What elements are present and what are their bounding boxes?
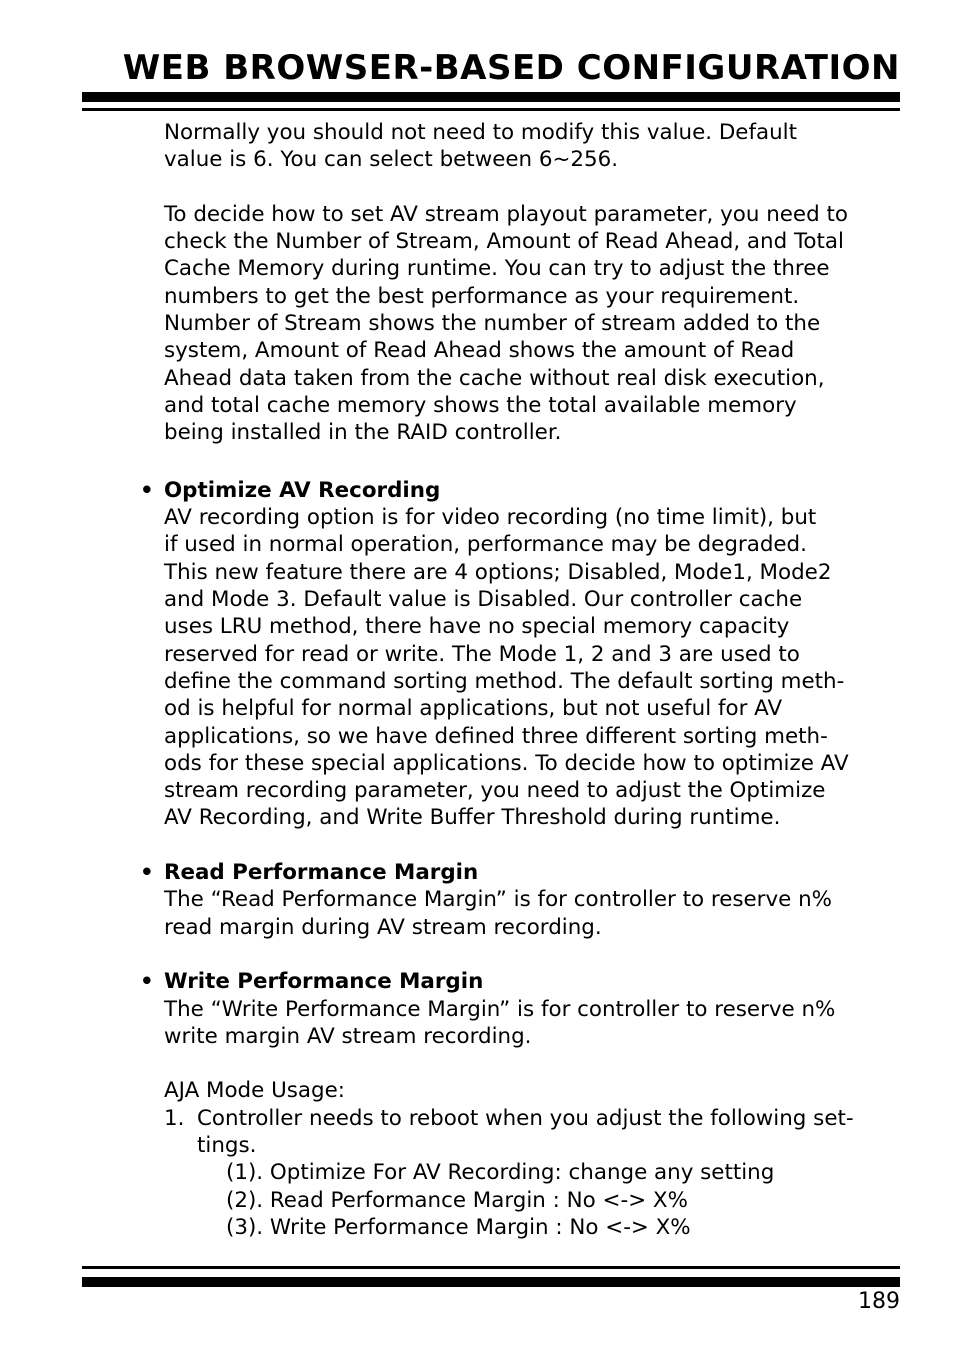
sub-list-item: (1). Optimize For AV Recording: change any setting	[226, 1160, 775, 1186]
text-line: check the Number of Stream, Amount of Read Ahead, and Total	[164, 229, 844, 255]
page-title: WEB BROWSER-BASED CONFIGURATION	[122, 48, 900, 88]
section-heading: Optimize AV Recording	[164, 477, 441, 503]
page-number: 189	[858, 1289, 900, 1314]
aja-mode-usage	[164, 1077, 904, 1241]
text-line: Normally you should not need to modify this value. Default	[164, 120, 797, 145]
section-read-performance-margin	[140, 859, 904, 941]
header-rule-thick	[82, 92, 900, 102]
text-line: applications, so we have defined three different sorting meth-	[164, 723, 828, 749]
bullet-icon: •	[140, 860, 154, 886]
section-optimize-av-recording	[140, 477, 904, 832]
text-line: Ahead data taken from the cache without real disk execution,	[164, 365, 825, 391]
text-line: if used in normal operation, performance may be degraded.	[164, 532, 807, 558]
text-line: being installed in the RAID controller.	[164, 420, 562, 446]
text-line: reserved for read or write. The Mode 1, 2 and 3 are used to	[164, 641, 800, 667]
text-line: Cache Memory during runtime. You can try to adjust the three	[164, 256, 830, 282]
text-line: AV recording option is for video recording (no time limit), but	[164, 505, 817, 531]
header-rule-thin	[82, 108, 900, 111]
text-line: value is 6. You can select between 6~256.	[164, 147, 619, 173]
text-line: uses LRU method, there have no special memory capacity	[164, 614, 790, 640]
list-item	[164, 1105, 904, 1241]
text-line: define the command sorting method. The default sorting meth-	[164, 668, 845, 694]
text-line: ods for these special applications. To decide how to optimize AV	[164, 750, 849, 776]
text-line: read margin during AV stream recording.	[164, 914, 602, 940]
footer-rule-thin	[82, 1266, 900, 1269]
text-line: The “Read Performance Margin” is for controller to reserve n%	[164, 887, 832, 913]
text-line: To decide how to set AV stream playout parameter, you need to	[164, 201, 848, 227]
text-line: Number of Stream shows the number of stream added to the	[164, 311, 821, 337]
text-line: numbers to get the best performance as your requirement.	[164, 283, 800, 309]
aja-title: AJA Mode Usage:	[164, 1078, 345, 1104]
text-line: and Mode 3. Default value is Disabled. Our controller cache	[164, 587, 803, 613]
text-line: od is helpful for normal applications, but not useful for AV	[164, 696, 783, 722]
page-content	[140, 119, 904, 1241]
intro-paragraph	[164, 119, 904, 174]
section-heading: Write Performance Margin	[164, 969, 484, 995]
text-line: The “Write Performance Margin” is for controller to reserve n%	[164, 996, 836, 1022]
text-line: tings.	[197, 1132, 257, 1158]
footer-rule-thick	[82, 1277, 900, 1287]
section-write-performance-margin	[140, 968, 904, 1050]
text-line: write margin AV stream recording.	[164, 1023, 532, 1049]
bullet-icon: •	[140, 969, 154, 995]
playout-paragraph	[164, 201, 904, 447]
text-line: system, Amount of Read Ahead shows the amount of Read	[164, 338, 795, 364]
text-line: This new feature there are 4 options; Disabled, Mode1, Mode2	[164, 559, 832, 585]
section-heading: Read Performance Margin	[164, 860, 479, 886]
text-line: stream recording parameter, you need to adjust the Optimize	[164, 778, 826, 804]
text-line: and total cache memory shows the total available memory	[164, 392, 797, 418]
list-item-number: 1.	[164, 1105, 185, 1131]
bullet-icon: •	[140, 477, 154, 503]
sub-list-item: (3). Write Performance Margin : No <-> X%	[226, 1214, 691, 1240]
sub-list-item: (2). Read Performance Margin : No <-> X%	[226, 1187, 688, 1213]
text-line: AV Recording, and Write Buffer Threshold during runtime.	[164, 805, 781, 831]
text-line: Controller needs to reboot when you adjust the following set-	[197, 1105, 854, 1131]
